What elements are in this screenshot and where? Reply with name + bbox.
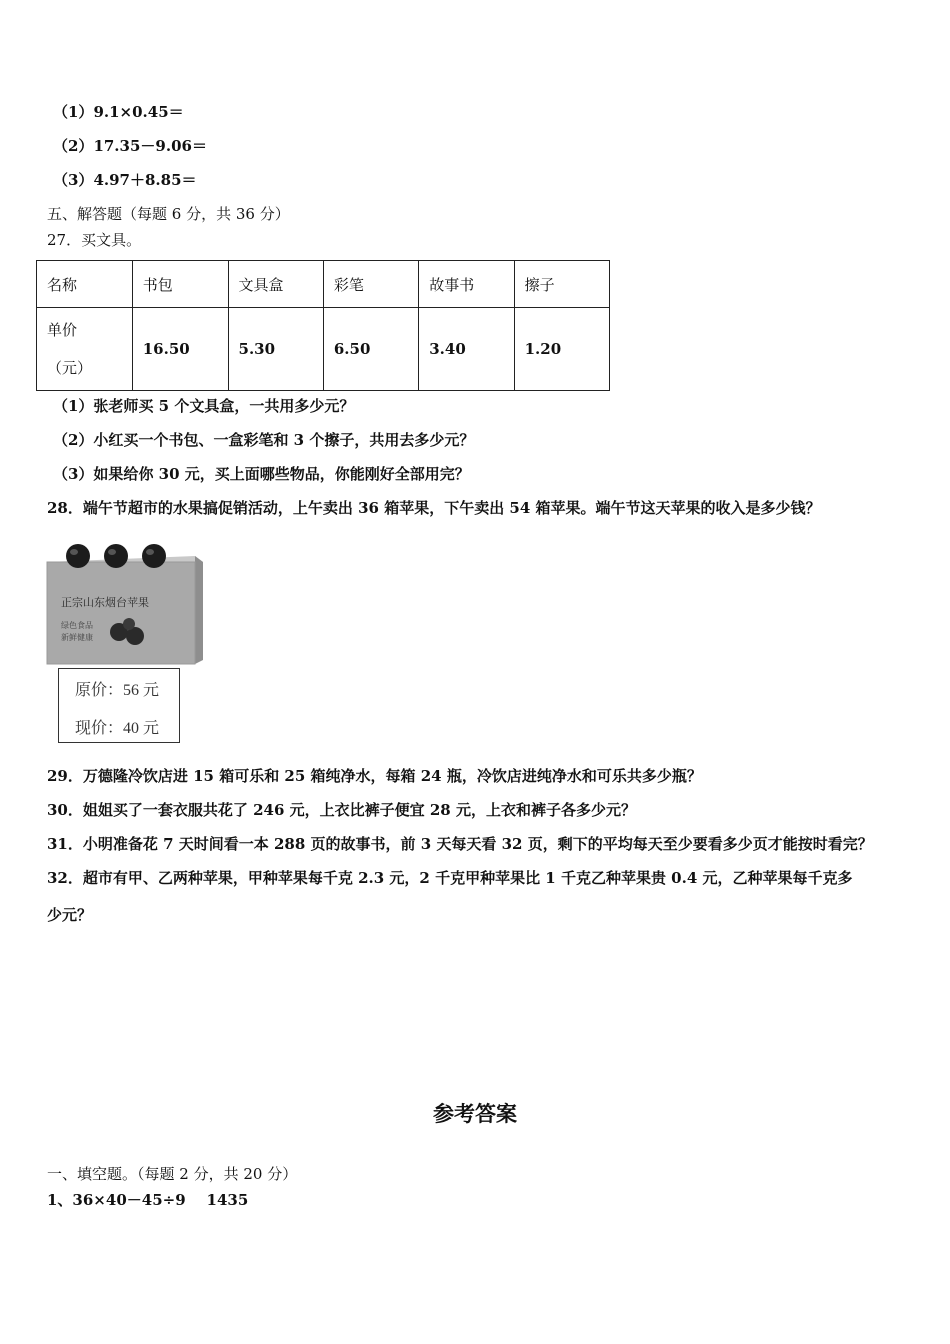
question-29: 29．万德隆冷饮店进 15 箱可乐和 25 箱纯净水，每箱 24 瓶，冷饮店进纯净水和可乐共多少瓶？: [47, 767, 702, 785]
table-row: [37, 308, 610, 391]
price-table: [36, 260, 610, 391]
answer-title: 参考答案: [433, 1102, 517, 1126]
table-header-cell: 故事书: [419, 261, 514, 308]
box-sub-text-1: 绿色食品: [61, 621, 93, 630]
calc-item-1: [53, 102, 184, 122]
box-sub-text-2: 新鲜健康: [61, 633, 93, 642]
table-value-cell: 5.30: [228, 308, 323, 391]
question-30: 30．姐姐买了一套衣服共花了 246 元，上衣比裤子便宜 28 元，上衣和裤子各多少元？: [47, 801, 636, 819]
question-27-sub-2: （2）小红买一个书包、一盒彩笔和 3 个擦子，共用去多少元？: [53, 431, 475, 449]
table-value-cell: 3.40: [419, 308, 514, 391]
unit-price-label: 单价: [47, 321, 78, 339]
calc-expression: 9.1×0.45＝: [93, 103, 184, 121]
apple-box-image: [45, 540, 205, 668]
table-header-cell: 书包: [132, 261, 228, 308]
table-header-cell: 擦子: [514, 261, 609, 308]
answer-1: 1、36×40－45÷9 1435: [47, 1191, 249, 1209]
question-31: 31．小明准备花 7 天时间看一本 288 页的故事书，前 3 天每天看 32 页，剩下的平均每天至少要看多少页才能按时看完？: [47, 835, 873, 853]
box-brand-text: 正宗山东烟台苹果: [61, 596, 149, 609]
answer-section-1-heading: 一、填空题。（每题 2 分，共 20 分）: [47, 1165, 298, 1183]
table-header-cell: 彩笔: [323, 261, 418, 308]
table-header-cell: 名称: [37, 261, 133, 308]
question-32-line-2: 少元？: [47, 906, 93, 924]
question-27-sub-3: （3）如果给你 30 元，买上面哪些物品，你能刚好全部用完？: [53, 465, 470, 483]
calc-expression: 4.97＋8.85＝: [93, 171, 197, 189]
calc-number: （2）: [53, 137, 94, 155]
table-value-cell: 1.20: [514, 308, 609, 391]
question-32-line-1: 32．超市有甲、乙两种苹果，甲种苹果每千克 2.3 元，2 千克甲种苹果比 1 千克乙种苹果贵 0.4 元，乙种苹果每千克多: [47, 869, 853, 887]
section-5-heading: 五、解答题（每题 6 分，共 36 分）: [47, 205, 290, 223]
table-header-cell: 文具盒: [228, 261, 323, 308]
calc-number: （3）: [53, 171, 94, 189]
question-28: 28．端午节超市的水果搞促销活动，上午卖出 36 箱苹果，下午卖出 54 箱苹果。端午节这天苹果的收入是多少钱？: [47, 499, 821, 517]
calc-item-3: [53, 170, 197, 190]
price-tag: [58, 668, 180, 743]
table-value-cell: 16.50: [132, 308, 228, 391]
table-value-cell: 6.50: [323, 308, 418, 391]
table-row: [37, 261, 610, 308]
question-27-title: 27．买文具。: [47, 231, 142, 249]
calc-item-2: [53, 136, 207, 156]
calc-number: （1）: [53, 103, 94, 121]
unit-price-label-cell: [37, 308, 133, 391]
original-price: 原价：56 元: [75, 682, 160, 699]
calc-expression: 17.35－9.06＝: [93, 137, 207, 155]
current-price: 现价：40 元: [75, 720, 160, 737]
unit-price-unit: （元）: [47, 359, 93, 377]
question-27-sub-1: （1）张老师买 5 个文具盒，一共用多少元？: [53, 397, 355, 415]
